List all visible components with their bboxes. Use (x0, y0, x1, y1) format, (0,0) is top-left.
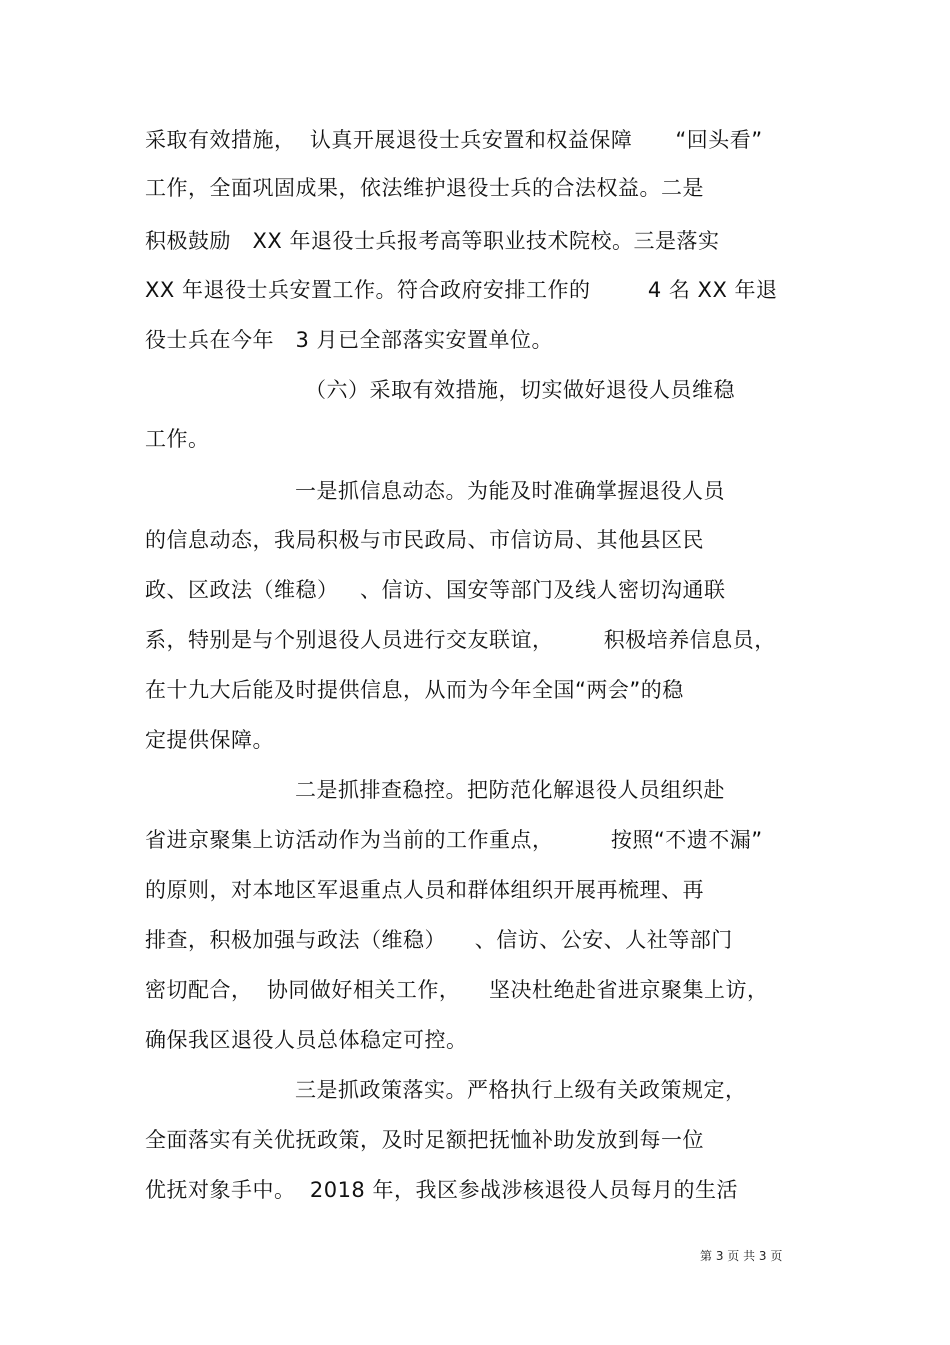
paragraph-2-start: 二是抓排查稳控。把防范化解退役人员组织赴 (295, 778, 725, 802)
text-line-22: 优抚对象手中。 2018 年，我区参战涉核退役人员每月的生活 (145, 1178, 738, 1202)
text-line-4: XX 年退役士兵安置工作。符合政府安排工作的 4 名 XX 年退 (145, 278, 778, 302)
paragraph-1-start: 一是抓信息动态。为能及时准确掌握退役人员 (295, 479, 725, 503)
section-heading-6: （六）采取有效措施，切实做好退役人员维稳 (305, 378, 735, 402)
text-line-1: 采取有效措施， 认真开展退役士兵安置和权益保障 “回头看” (145, 128, 763, 152)
text-line-3: 积极鼓励 XX 年退役士兵报考高等职业技术院校。三是落实 (145, 229, 720, 253)
text-line-11: 系，特别是与个别退役人员进行交友联谊， 积极培养信息员， (145, 628, 776, 652)
text-line-19: 确保我区退役人员总体稳定可控。 (145, 1028, 468, 1052)
text-line-15: 省进京聚集上访活动作为当前的工作重点， 按照“不遗不漏” (145, 828, 763, 852)
text-line-9: 的信息动态，我局积极与市民政局、市信访局、其他县区民 (145, 528, 704, 552)
text-line-21: 全面落实有关优抚政策，及时足额把抚恤补助发放到每一位 (145, 1128, 704, 1152)
text-line-18: 密切配合， 协同做好相关工作， 坚决杜绝赴省进京聚集上访， (145, 978, 769, 1002)
text-line-5: 役士兵在今年 3 月已全部落实安置单位。 (145, 328, 554, 352)
text-line-12: 在十九大后能及时提供信息，从而为今年全国“两会”的稳 (145, 678, 684, 702)
text-line-2: 工作，全面巩固成果，依法维护退役士兵的合法权益。二是 (145, 176, 704, 200)
paragraph-3-start: 三是抓政策落实。严格执行上级有关政策规定， (295, 1078, 747, 1102)
text-line-7: 工作。 (145, 427, 210, 451)
text-line-13: 定提供保障。 (145, 728, 274, 752)
text-line-17: 排查，积极加强与政法（维稳） 、信访、公安、人社等部门 (145, 928, 733, 952)
page-footer: 第 3 页 共 3 页 (700, 1249, 783, 1263)
text-line-16: 的原则，对本地区军退重点人员和群体组织开展再梳理、再 (145, 878, 704, 902)
text-line-10: 政、区政法（维稳） 、信访、国安等部门及线人密切沟通联 (145, 578, 726, 602)
